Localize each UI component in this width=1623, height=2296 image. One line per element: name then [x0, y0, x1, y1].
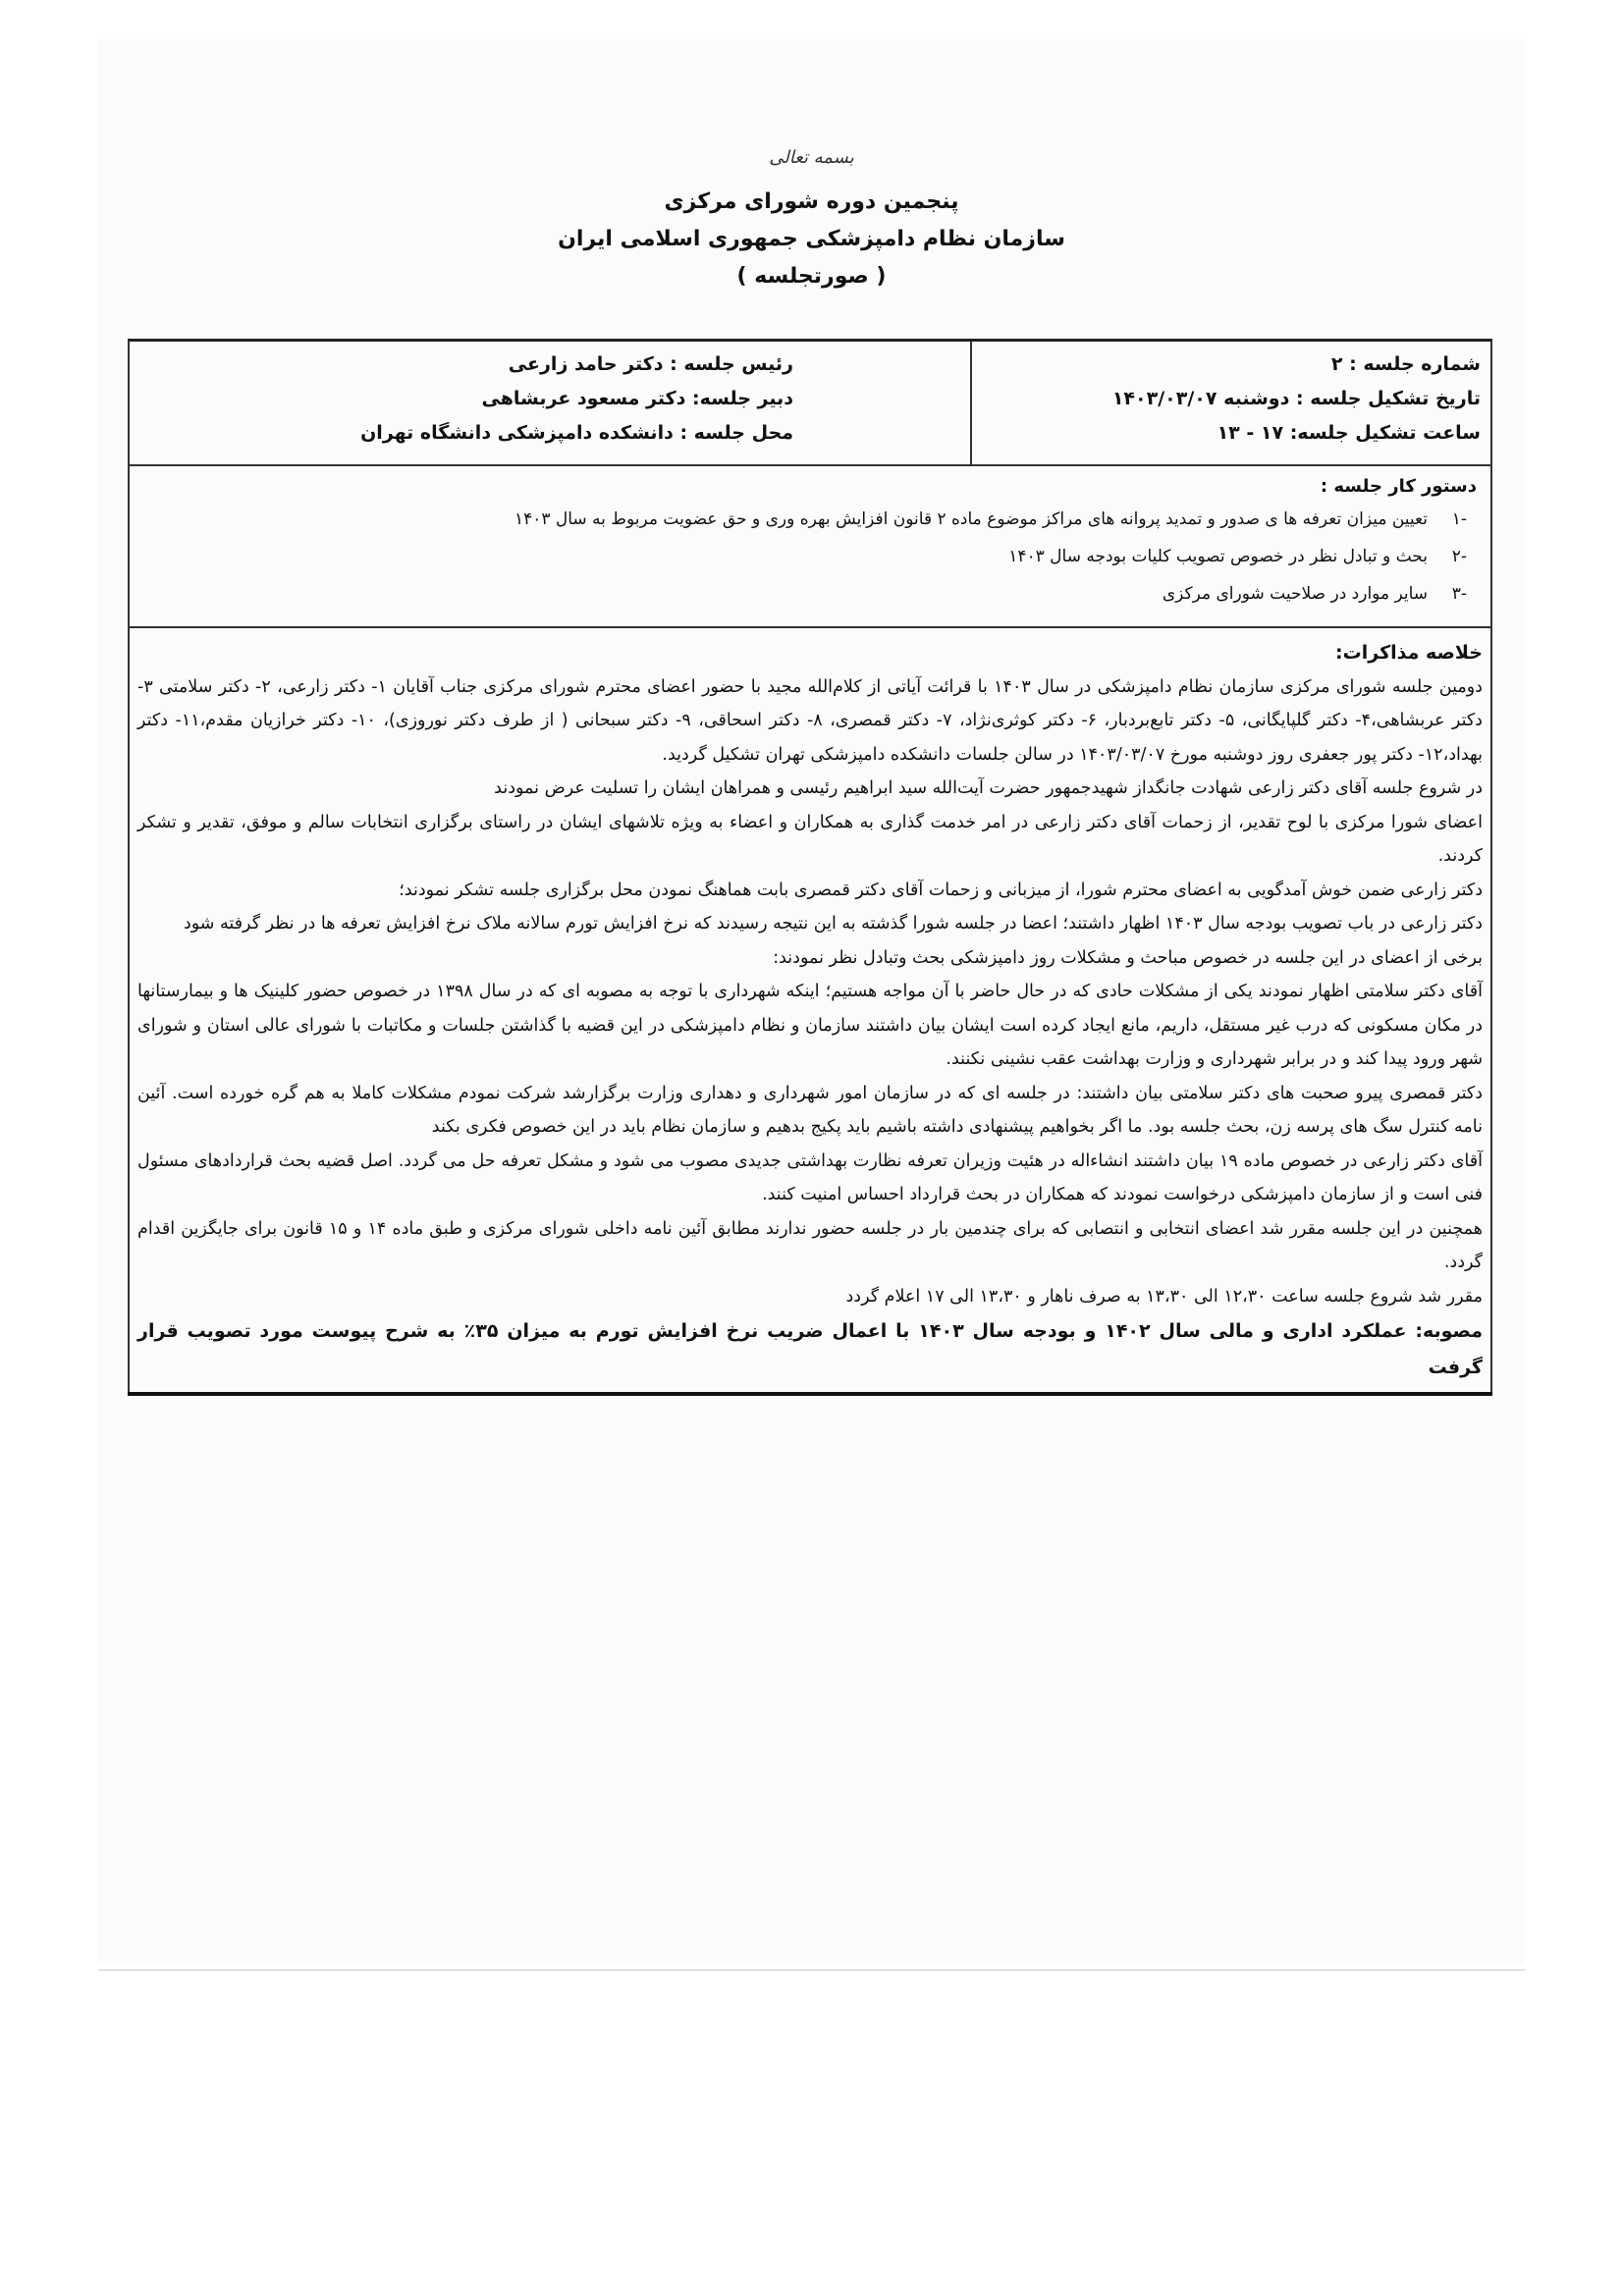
form-frame: [128, 339, 1492, 1392]
agenda-item-text: سایر موارد در صلاحیت شورای مرکزی: [1162, 584, 1428, 604]
agenda-item-number: -۱: [1451, 509, 1467, 529]
agenda-item: [143, 507, 1477, 532]
agenda-item: [143, 581, 1477, 607]
agenda-item: [143, 544, 1477, 569]
scan-edge: [98, 1969, 1525, 1971]
summary-paragraph: اعضای شورا مرکزی با لوح تقدیر، از زحمات آقای دکتر زارعی در امر خدمت گذاری به همکاران و اعضاء به ویژه تلاشهای ایشان در راستای برگزاری انتخابات سالم و موفق، تقدیر و تشکر کردند.: [137, 812, 1483, 866]
agenda-item-text: تعیین میزان تعرفه ها ی صدور و تمدید پروانه های مراکز موضوع ماده ۲ قانون افزایش بهره وری و حق عضویت مربوط به سال ۱۴۰۳: [514, 509, 1428, 529]
meeting-info-left: [130, 342, 970, 464]
document-type: ( صورتجلسه ): [736, 264, 887, 289]
bottom-rule: [128, 1392, 1492, 1396]
meeting-time: ساعت تشکیل جلسه: ۱۷ - ۱۳: [1217, 422, 1481, 444]
meeting-number: شماره جلسه : ۲: [1330, 353, 1481, 375]
agenda-section: [130, 466, 1490, 628]
minutes-form: [128, 339, 1492, 1396]
meeting-chair: رئیس جلسه : دکتر حامد زارعی: [508, 353, 793, 375]
summary-paragraph: دکتر قمصری پیرو صحبت های دکتر سلامتی بیان داشتند: در جلسه ای که در سازمان امور شهرداری و دهداری وزارت برگزارشد شرکت نمودم مشکلات کاملا به هم گره خورده است. آئین نامه کنترل سگ های پرسه زن، بحث جلسه بود. ما اگر بخواهیم پیشنهادی داشته باشیم باید پکیج بدهیم و سازمان نظام باید در این خصوص فکری بکند: [137, 1083, 1483, 1137]
summary-paragraph: برخی از اعضای در این جلسه در خصوص مباحث و مشکلات روز دامپزشکی بحث وتبادل نظر نمودند:: [773, 947, 1483, 968]
summary-paragraph: همچنین در این جلسه مقرر شد اعضای انتخابی و انتصابی که برای چندمین بار در جلسه حضور ندارند مطابق آئین نامه داخلی شورای مرکزی و طبق ماده ۱۴ و ۱۵ قانون برای جایگزین اقدام گردد.: [137, 1218, 1483, 1272]
summary-title: خلاصه مذاکرات:: [1335, 642, 1483, 664]
document-header: [0, 147, 1623, 295]
summary-paragraph: دکتر زارعی ضمن خوش آمدگویی به اعضای محترم شورا، از میزبانی و زحمات آقای دکتر قمصری بابت هماهنگ نمودن محل برگزاری جلسه تشکر نمودند؛: [399, 880, 1483, 900]
meeting-info-table: [130, 342, 1490, 466]
meeting-date: تاریخ تشکیل جلسه : دوشنبه ۱۴۰۳/۰۳/۰۷: [1111, 388, 1481, 409]
bismillah-handwritten: بسمه تعالی: [769, 147, 854, 168]
summary-paragraph: دکتر زارعی در باب تصویب بودجه سال ۱۴۰۳ اظهار داشتند؛ اعضا در جلسه شورا گذشته به این نتیجه رسیدند که نرخ افزایش تورم سالانه ملاک نرخ افزایش تعرفه ها در نظر گرفته شود: [183, 914, 1483, 934]
summary-paragraph: در شروع جلسه آقای دکتر زارعی شهادت جانگداز شهیدجمهور حضرت آیت‌الله سید ابراهیم رئیسی و همراهان ایشان را تسلیت عرض نمودند: [494, 778, 1483, 798]
discussion-summary: [130, 628, 1490, 1392]
meeting-secretary: دبیر جلسه: دکتر مسعود عربشاهی: [481, 388, 793, 409]
meeting-info-right: [970, 342, 1490, 464]
meeting-location: محل جلسه : دانشکده دامپزشکی دانشگاه تهران: [360, 422, 793, 444]
summary-paragraph: دومین جلسه شورای مرکزی سازمان نظام دامپزشکی در سال ۱۴۰۳ با قرائت آیاتی از کلام‌الله مجید با حضور اعضای محترم شورای مرکزی جناب آقایان ۱- دکتر زارعی، ۲- دکتر سلامتی ۳- دکتر عربشاهی،۴- دکتر گلپایگانی، ۵- دکتر تابع‌بردبار، ۶- دکتر کوثری‌نژاد، ۷- دکتر قمصری، ۸- دکتر اسحاقی، ۹- دکتر سبحانی ( از طرف دکتر نوروزی)، ۱۰- دکتر خرازیان مقدم،۱۱- دکتر بهداد،۱۲- دکتر پور جعفری روز دوشنبه مورخ ۱۴۰۳/۰۳/۰۷ در سالن جلسات دانشکده دامپزشکی تهران تشکیل گردید.: [137, 676, 1483, 765]
agenda-item-number: -۳: [1451, 584, 1467, 604]
resolution-paragraph: مصوبه: عملکرد اداری و مالی سال ۱۴۰۲ و بودجه سال ۱۴۰۳ با اعمال ضریب نرخ افزایش تورم به میزان ۳۵٪ به شرح پیوست مورد تصویب قرار گرفت: [137, 1320, 1483, 1378]
organization-title: سازمان نظام دامپزشکی جمهوری اسلامی ایران: [558, 227, 1065, 251]
agenda-item-number: -۲: [1451, 547, 1467, 566]
summary-paragraph: آقای دکتر سلامتی اظهار نمودند یکی از مشکلات حادی که در حال حاضر با آن مواجه هستیم؛ اینکه شهرداری با توجه به مصوبه ای که در سال ۱۳۹۸ در خصوص حضور کلینیک ها و بیمارستانها در مکان مسکونی که درب غیر مستقل، داریم، مانع ایجاد کرده است ایشان بیان داشتند سازمان و نظام دامپزشکی در این قضیه با گذاشتن جلسات و مکاتبات با شورای عالی استان و شورای شهر ورود پیدا کند و در برابر شهرداری و وزارت بهداشت عقب نشینی نکنند.: [137, 982, 1483, 1069]
council-title: پنجمین دوره شورای مرکزی: [664, 189, 959, 214]
summary-paragraph: مقرر شد شروع جلسه ساعت ۱۲،۳۰ الی ۱۳،۳۰ به صرف ناهار و ۱۳،۳۰ الی ۱۷ اعلام گردد: [845, 1286, 1483, 1307]
agenda-item-text: بحث و تبادل نظر در خصوص تصویب کلیات بودجه سال ۱۴۰۳: [1008, 547, 1428, 566]
summary-paragraph: آقای دکتر زارعی در خصوص ماده ۱۹ بیان داشتند انشاءاله در هئیت وزیران تعرفه نظارت بهداشتی جدیدی مصوب می شود و مشکل تعرفه حل می گردد. اصل قضیه بحث قراردادهای مسئول فنی است و از سازمان دامپزشکی درخواست نمودند که همکاران در بحث قرارداد احساس امنیت کنند.: [137, 1150, 1483, 1204]
agenda-title: دستور کار جلسه :: [1320, 476, 1477, 497]
